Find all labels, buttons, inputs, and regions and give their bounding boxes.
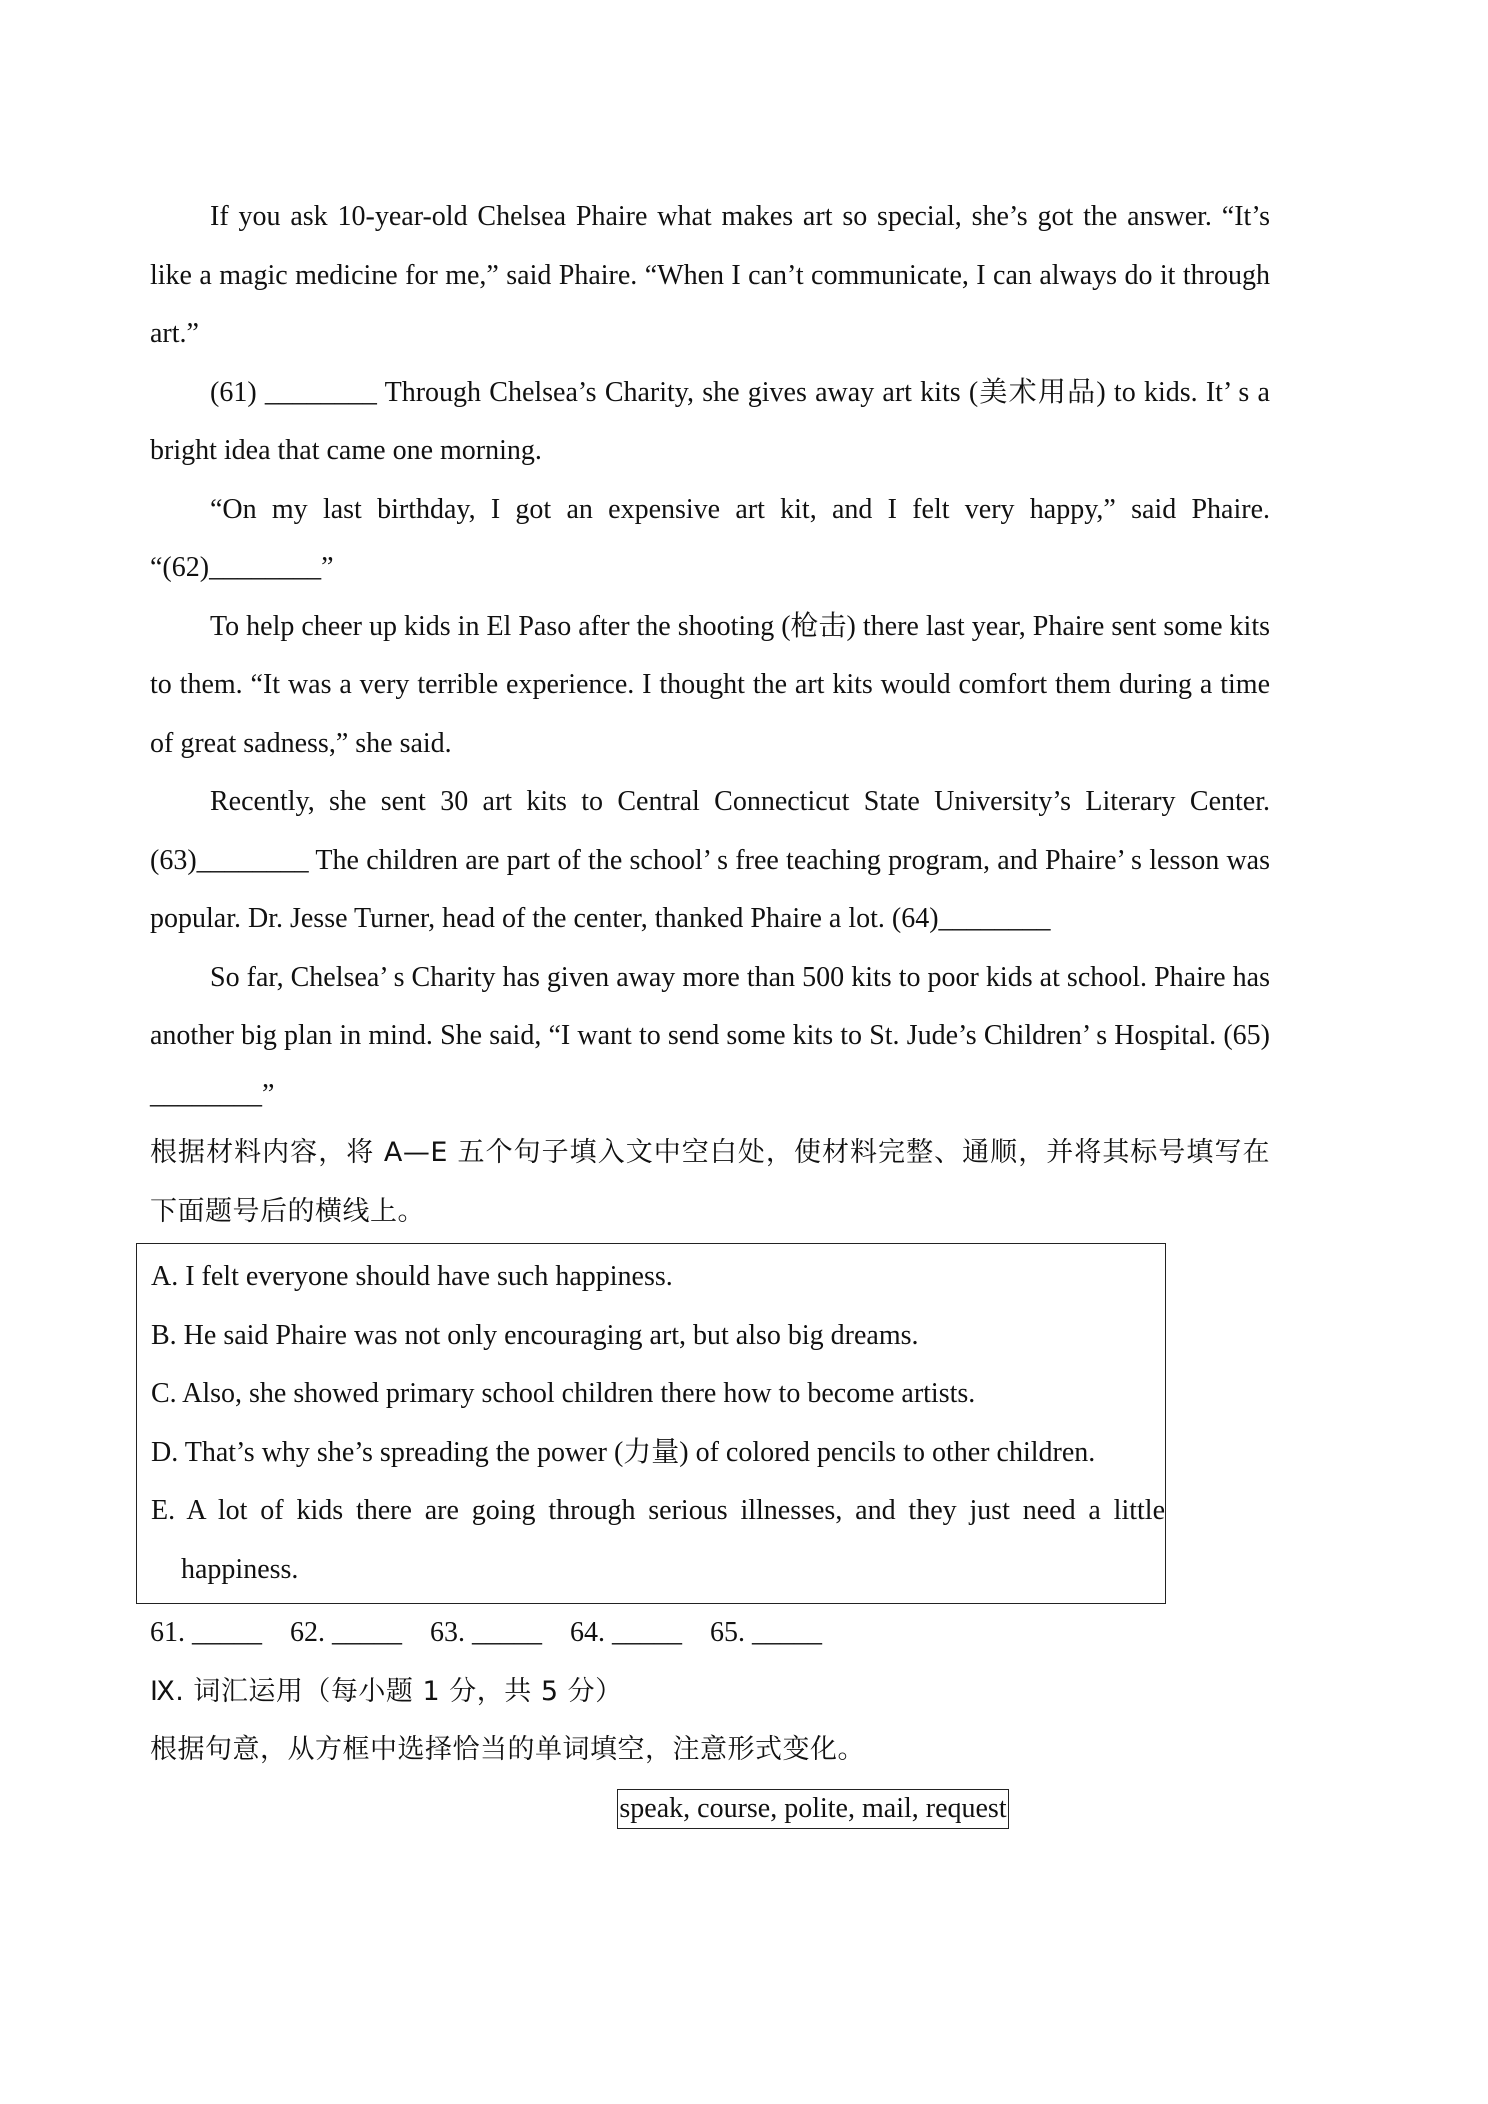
option-c: C. Also, she showed primary school children there how to become artists. xyxy=(151,1378,976,1409)
word-box: speak, course, polite, mail, request xyxy=(617,1789,1008,1829)
option-a: A. I felt everyone should have such happiness. xyxy=(151,1261,673,1292)
section-heading: Ⅸ. 词汇运用（每小题 1 分，共 5 分） xyxy=(150,1675,623,1707)
document-page xyxy=(150,188,1270,1838)
word-box-row xyxy=(150,1780,1270,1839)
passage-paragraph-4: To help cheer up kids in El Paso after the shooting (枪击) there last year, Phaire sent some kits to them. “It was a very terrible experience. I thought the art kits would comfort them during a time of great sadness,” she said. xyxy=(150,610,1270,759)
passage-paragraph-5: Recently, she sent 30 art kits to Central Connecticut State University’s Literary Center. (63)________ The children are part of the school’ s free teaching program, and Phaire’ s lesson was popular. Dr. Jesse Turner, head of the center, thanked Phaire a lot. (64)________ xyxy=(150,786,1270,934)
options-box xyxy=(136,1243,1166,1604)
option-e: E. A lot of kids there are going through serious illnesses, and they just need a little happiness. xyxy=(151,1495,1165,1585)
passage-paragraph-2: (61) ________ Through Chelsea’s Charity, she gives away art kits (美术用品) to kids. It’ s a bright idea that came one morning. xyxy=(150,376,1270,466)
passage-paragraph-1: If you ask 10-year-old Chelsea Phaire what makes art so special, she’s got the answer. “It’s like a magic medicine for me,” said Phaire. “When I can’t communicate, I can always do it through art.” xyxy=(150,201,1270,349)
option-d: D. That’s why she’s spreading the power (力量) of colored pencils to other children. xyxy=(151,1436,1096,1468)
answer-blanks: 61. _____ 62. _____ 63. _____ 64. _____ 65. _____ xyxy=(150,1617,822,1648)
task-instruction: 根据材料内容，将 A—E 五个句子填入文中空白处，使材料完整、通顺，并将其标号填写在下面题号后的横线上。 xyxy=(150,1137,1270,1227)
passage-paragraph-3: “On my last birthday, I got an expensive art kit, and I felt very happy,” said Phaire. “(62)________” xyxy=(150,493,1270,583)
passage-paragraph-6: So far, Chelsea’ s Charity has given away more than 500 kits to poor kids at school. Phaire has another big plan in mind. She said, “I want to send some kits to St. Jude’s Children’ s Hospital. (65) ________” xyxy=(150,961,1270,1110)
section-instruction: 根据句意，从方框中选择恰当的单词填空，注意形式变化。 xyxy=(150,1734,865,1765)
option-b: B. He said Phaire was not only encouraging art, but also big dreams. xyxy=(151,1319,919,1351)
